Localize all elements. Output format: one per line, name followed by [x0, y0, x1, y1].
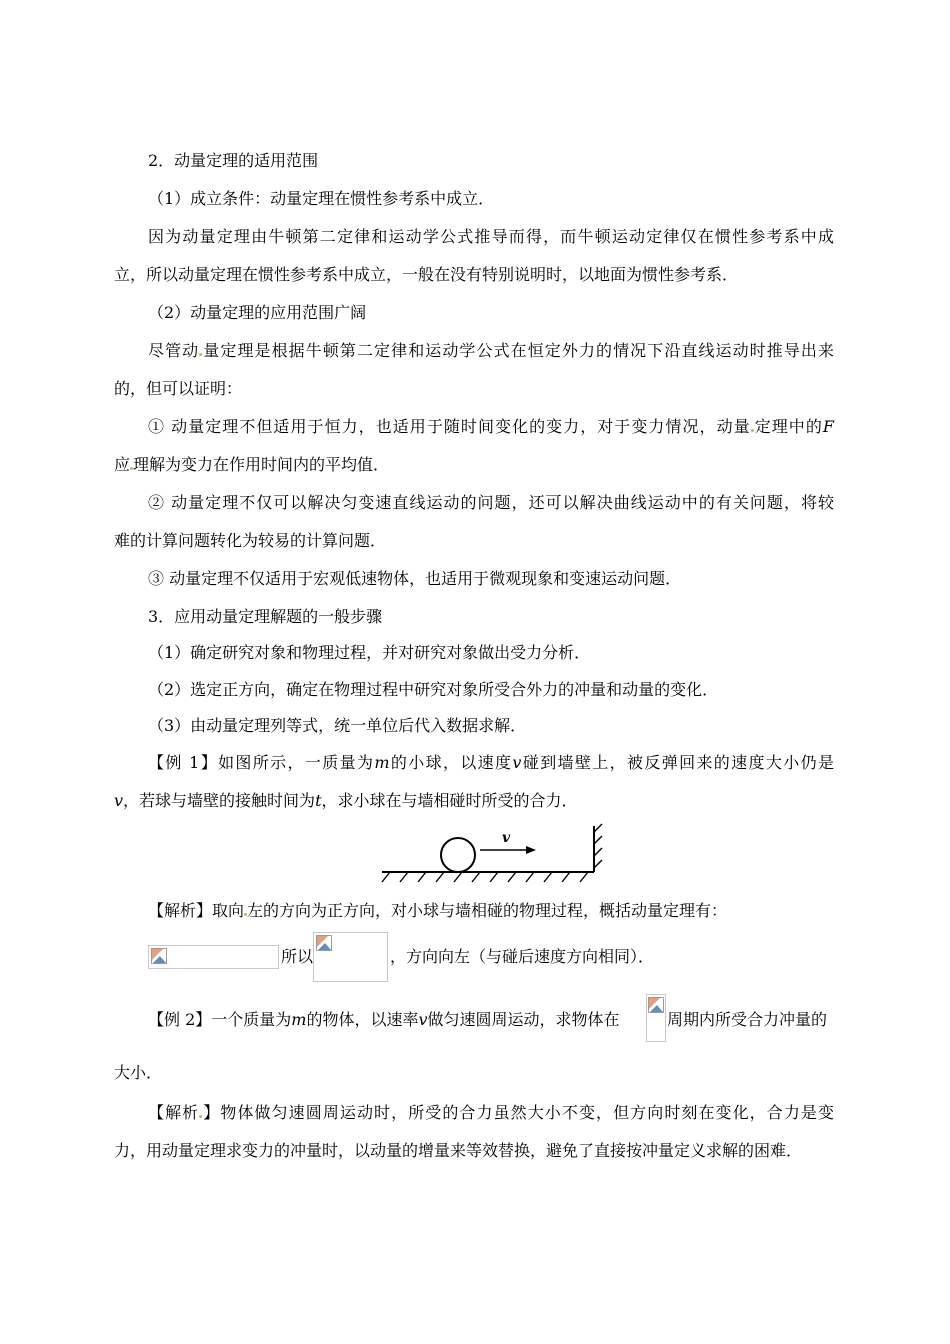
arrow-head: [526, 846, 536, 854]
list-item: ② 动量定理不仅可以解决匀变速直线运动的问题，还可以解决曲线运动中的有关问题，将较: [148, 493, 834, 512]
variable-t: t: [315, 791, 322, 810]
text-run: 量定理是根据牛顿第二定律和运动学公式在恒定外力的情况下沿直线运动时推导出来: [202, 341, 834, 360]
text-run: 【解析】取向: [148, 901, 245, 920]
broken-image-icon: [316, 935, 332, 951]
paragraph: （1）成立条件：动量定理在惯性参考系中成立．: [148, 189, 495, 208]
text-run: 碰到墙壁上，被反弹回来的速度大小仍是: [521, 753, 834, 772]
text-run: 【例 1】如图所示，一质量为: [148, 753, 375, 772]
text-run: 应: [114, 455, 131, 474]
paragraph: （2）动量定理的应用范围广阔: [148, 303, 367, 322]
text-run: 的小球，以速度: [389, 753, 513, 772]
variable-m: m: [291, 1010, 307, 1029]
text-run: 尽管动: [148, 341, 200, 360]
text-run: 】物体做匀速圆周运动时，所受的合力虽然大小不变，但方向时刻在变化，合力是变: [202, 1103, 834, 1122]
step-item: （2）选定正方向，确定在物理过程中研究对象所受合外力的冲量和动量的变化．: [148, 680, 719, 699]
list-item: [114, 454, 834, 476]
ball: [441, 838, 475, 872]
broken-image-icon: [648, 997, 664, 1013]
text-run: ，求小球在与墙相碰时所受的合力．: [321, 791, 578, 810]
broken-image-icon: [151, 948, 167, 964]
example-1-solution: [148, 900, 834, 922]
variable-m: m: [374, 753, 390, 772]
text-run: 定理中的: [753, 417, 823, 436]
equation-image: [148, 945, 279, 969]
variable-v: v: [418, 1010, 428, 1029]
list-item: [148, 416, 834, 438]
example-2-solution: [148, 1102, 834, 1124]
text-run: ① 动量定理不但适用于恒力，也适用于随时间变化的变力，对于变力情况，动量: [148, 417, 751, 436]
velocity-label: v: [502, 830, 511, 846]
list-item: 难的计算问题转化为较易的计算问题．: [114, 531, 387, 550]
text-run: 所以: [281, 947, 314, 966]
text-run: ，若球与墙壁的接触时间为: [123, 791, 316, 810]
variable-v: v: [512, 753, 522, 772]
ball-wall-figure: [380, 822, 606, 886]
text-run: 【例 2】一个质量为: [148, 1010, 292, 1029]
paragraph: [148, 340, 834, 362]
text-run: 左的方向为正方向，对小球与墙相碰的物理过程，概括动量定理有：: [247, 901, 728, 920]
example-2-question: 大小．: [114, 1063, 163, 1082]
step-item: （3）由动量定理列等式，统一单位后代入数据求解．: [148, 716, 527, 735]
text-run: 理解为变力在作用时间内的平均值．: [133, 455, 390, 474]
text-run: ，方向向左（与碰后速度方向相同）．: [390, 947, 655, 966]
ground-hatching: [382, 872, 588, 882]
paragraph: 的，但可以证明：: [114, 379, 243, 398]
example-1-question: [114, 790, 834, 812]
example-2-solution: 力，用动量定理求变力的冲量时，以动量的增量来等效替换，避免了直接按冲量定义求解的困难．: [114, 1141, 803, 1160]
example-2-question: [148, 1009, 620, 1031]
equation-image: [313, 932, 388, 982]
paragraph: 立，所以动量定理在惯性参考系中成立，一般在没有特别说明时，以地面为惯性参考系．: [114, 265, 739, 284]
example-1-question: [148, 752, 834, 774]
wall-hatching: [594, 824, 602, 868]
text-run: 【解析: [148, 1103, 200, 1122]
text-run: 的物体，以速率: [306, 1010, 419, 1029]
fraction-image: [646, 994, 666, 1042]
variable-v: v: [114, 791, 124, 810]
text-run: 做匀速圆周运动，求物体在: [427, 1010, 620, 1029]
paragraph: 因为动量定理由牛顿第二定律和运动学公式推导而得，而牛顿运动定律仅在惯性参考系中成: [148, 227, 834, 246]
list-item: ③ 动量定理不仅适用于宏观低速物体，也适用于微观现象和变速运动问题．: [148, 569, 682, 588]
section-heading: 3．应用动量定理解题的一般步骤: [148, 607, 383, 626]
step-item: （1）确定研究对象和物理过程，并对研究对象做出受力分析．: [148, 643, 591, 662]
text-run: 周期内所受合力冲量的: [667, 1010, 828, 1029]
variable-f: F: [822, 417, 834, 436]
section-heading: 2．动量定理的适用范围: [148, 151, 319, 170]
